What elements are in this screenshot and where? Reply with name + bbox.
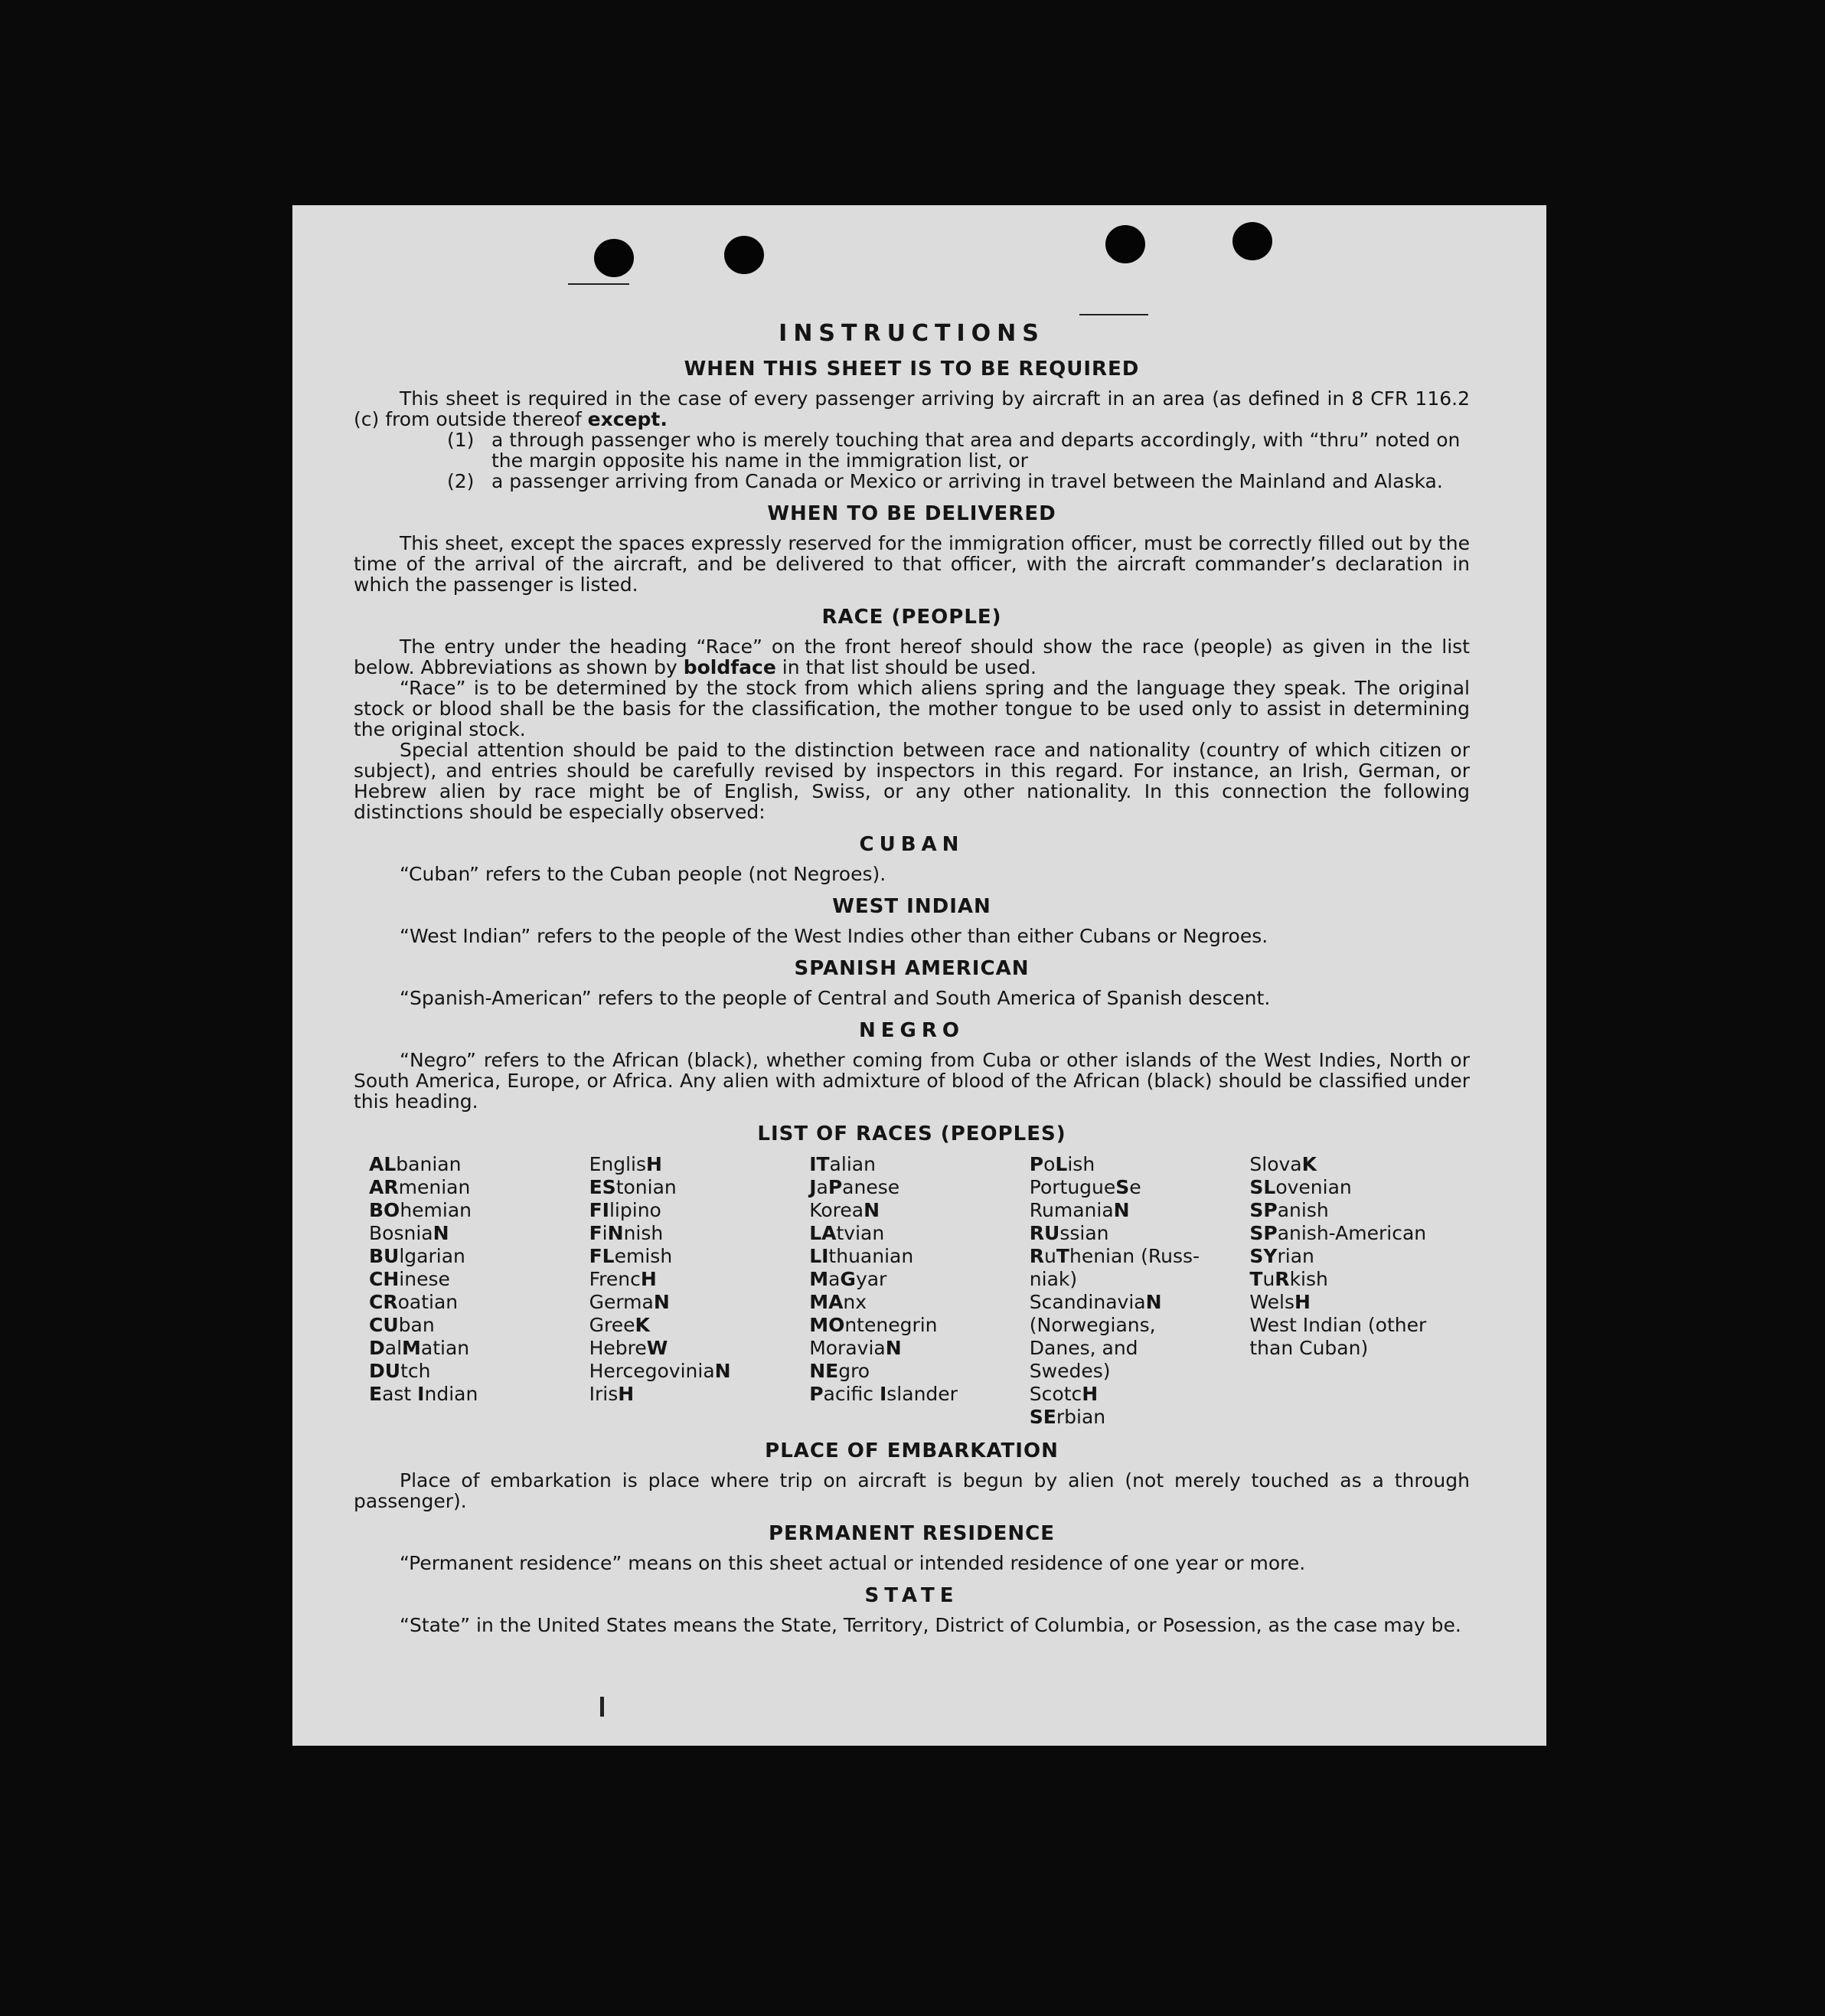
race-text: anish (1277, 1199, 1329, 1221)
race-abbrev: CR (369, 1291, 398, 1313)
instruction-sheet (292, 205, 1546, 1746)
race-text: Gree (589, 1314, 635, 1336)
race-abbrev: H (640, 1268, 657, 1290)
race-entry (809, 1291, 1030, 1314)
race-entry (809, 1176, 1030, 1199)
race-entry (809, 1153, 1030, 1176)
paragraph: “Spanish-American” refers to the people of Central and South America of Spanish descent. (400, 987, 1271, 1009)
race-abbrev: FL (589, 1245, 615, 1267)
race-column (1249, 1153, 1470, 1429)
race-abbrev: LA (809, 1222, 837, 1244)
race-abbrev: N (653, 1291, 670, 1313)
race-text: (Norwegians, Danes, and Swedes) (1029, 1314, 1156, 1382)
race-abbrev: N (433, 1222, 449, 1244)
race-entry (1030, 1383, 1250, 1406)
paragraph: This sheet is required in the case of every passenger arriving by aircraft in an area (as defined in 8 CFR 116.2 (c) from outside thereof except. (354, 387, 1470, 430)
paragraph: This sheet, except the spaces expressly reserved for the immigration officer, must be correctly filled out by the time of the arrival of the aircraft, and be delivered to that officer, with the aircraft commander’s declaration in which the passenger is listed. (354, 532, 1470, 596)
race-text: ntenegrin (844, 1314, 938, 1336)
race-entry (589, 1153, 810, 1176)
race-abbrev: N (1113, 1199, 1130, 1221)
race-text: kish (1289, 1268, 1328, 1290)
page-title: INSTRUCTIONS (779, 320, 1045, 347)
race-text: ban (398, 1314, 435, 1336)
race-text: anish-American (1277, 1222, 1427, 1244)
race-abbrev: DU (369, 1360, 401, 1382)
race-abbrev: BU (369, 1245, 400, 1267)
race-entry (809, 1268, 1030, 1291)
race-abbrev: H (646, 1153, 662, 1175)
race-entry (369, 1291, 589, 1314)
race-entry (1249, 1153, 1470, 1176)
race-abbrev: G (840, 1268, 856, 1290)
race-abbrev: N (885, 1337, 902, 1359)
race-abbrev: P (1029, 1153, 1044, 1175)
race-text: u (1262, 1268, 1275, 1290)
punch-hole (724, 236, 764, 274)
paragraph: The entry under the heading “Race” on the front hereof should show the race (people) as given in the list below. Abbreviations as shown by boldface in that list should be used. (354, 636, 1470, 678)
race-entry (1249, 1176, 1470, 1199)
race-text: Englis (589, 1153, 647, 1175)
race-entry (1249, 1222, 1470, 1245)
race-abbrev: IT (809, 1153, 830, 1175)
race-text: yar (855, 1268, 887, 1290)
race-entry (1030, 1245, 1250, 1291)
race-text: tvian (836, 1222, 885, 1244)
race-text: al (384, 1337, 403, 1359)
race-entry (589, 1176, 810, 1199)
race-entry (369, 1314, 589, 1337)
race-abbrev: W (646, 1337, 668, 1359)
race-entry (369, 1383, 589, 1406)
race-text: thuanian (828, 1245, 914, 1267)
race-abbrev: M (402, 1337, 421, 1359)
paragraph: “Permanent residence” means on this sheet actual or intended residence of one year or more. (400, 1552, 1306, 1574)
race-abbrev: RU (1029, 1222, 1060, 1244)
race-entry (1030, 1406, 1250, 1429)
race-entry (369, 1176, 589, 1199)
paragraph: “West Indian” refers to the people of the West Indies other than either Cubans or Negroes. (400, 925, 1268, 947)
race-abbrev: J (809, 1176, 817, 1198)
race-entry (1030, 1176, 1250, 1199)
race-text: Bosnia (369, 1222, 433, 1244)
race-abbrev: LI (809, 1245, 829, 1267)
race-text: oatian (397, 1291, 459, 1313)
race-entry (589, 1360, 810, 1383)
race-abbrev: N (1145, 1291, 1162, 1313)
paragraph: Place of embarkation is place where trip on aircraft is begun by alien (not merely touched as a through passenger). (354, 1469, 1470, 1512)
race-entry (369, 1268, 589, 1291)
race-text: Portugue (1029, 1176, 1116, 1198)
race-entry (369, 1360, 589, 1383)
race-text: Scotc (1029, 1383, 1082, 1405)
race-text: u (1044, 1245, 1056, 1267)
list-item: (1) a through passenger who is merely touching that area and departs accordingly, with “thru” noted on the margin opposite his name in the immigration list, or (447, 429, 1461, 472)
section-heading: PLACE OF EMBARKATION (765, 1439, 1059, 1462)
race-entry (369, 1222, 589, 1245)
paragraph: “Negro” refers to the African (black), whether coming from Cuba or other islands of the West Indies, North or South America, Europe, or Africa. Any alien with admixture of blood of the African (black) should be classified under this heading. (354, 1049, 1470, 1113)
punch-hole (1232, 222, 1272, 260)
race-entry (589, 1199, 810, 1222)
race-abbrev: L (1055, 1153, 1068, 1175)
race-abbrev: I (417, 1383, 425, 1405)
race-entry (1030, 1153, 1250, 1176)
race-entry (809, 1199, 1030, 1222)
race-text: ndian (424, 1383, 478, 1405)
race-text: ssian (1059, 1222, 1109, 1244)
race-abbrev: ES (589, 1176, 616, 1198)
list-item: (2) a passenger arriving from Canada or Mexico or arriving in travel between the Mainland and Alaska. (447, 470, 1443, 492)
race-entry (589, 1314, 810, 1337)
race-entry (1030, 1222, 1250, 1245)
race-entry (369, 1245, 589, 1268)
race-abbrev: FI (589, 1199, 609, 1221)
race-text: Hercegovinia (589, 1360, 715, 1382)
punch-hole (594, 239, 634, 277)
race-abbrev: K (1301, 1153, 1317, 1175)
race-entry (1030, 1291, 1250, 1383)
race-abbrev: D (369, 1337, 385, 1359)
race-abbrev: H (618, 1383, 635, 1405)
race-text: atian (420, 1337, 470, 1359)
race-abbrev: CH (369, 1268, 400, 1290)
race-text: Scandinavia (1029, 1291, 1146, 1313)
section-heading: NEGRO (859, 1019, 965, 1042)
race-abbrev: N (714, 1360, 731, 1382)
race-abbrev: CU (369, 1314, 399, 1336)
race-entry (589, 1383, 810, 1406)
race-column (809, 1153, 1030, 1429)
section-heading: SPANISH AMERICAN (794, 957, 1030, 980)
race-text: ast (382, 1383, 418, 1405)
race-abbrev: MO (809, 1314, 845, 1336)
race-abbrev: SE (1029, 1406, 1056, 1428)
section-heading: STATE (864, 1584, 959, 1607)
race-entry (809, 1314, 1030, 1337)
paragraph: Special attention should be paid to the distinction between race and nationality (country of which citizen or subject), and entries should be carefully revised by inspectors in this regard. For instance, an Irish, German, or Hebrew alien by race might be of English, Swiss, or any other nationality. In this connection the following distinctions should be especially observed: (354, 739, 1470, 823)
race-entry (589, 1291, 810, 1314)
race-text: o (1043, 1153, 1056, 1175)
race-entry (1249, 1199, 1470, 1222)
race-text: e (1129, 1176, 1141, 1198)
race-text: tch (400, 1360, 431, 1382)
race-abbrev: AR (369, 1176, 399, 1198)
race-abbrev: I (879, 1383, 887, 1405)
race-entry (809, 1383, 1030, 1406)
race-abbrev: P (828, 1176, 843, 1198)
race-text: Hebre (589, 1337, 647, 1359)
race-entry (589, 1268, 810, 1291)
race-text: slander (886, 1383, 958, 1405)
race-text: lipino (609, 1199, 661, 1221)
race-abbrev: K (635, 1314, 650, 1336)
race-entry (589, 1222, 810, 1245)
section-heading: WEST INDIAN (832, 895, 991, 918)
race-abbrev: SP (1249, 1199, 1278, 1221)
race-abbrev: NE (809, 1360, 839, 1382)
race-entry (1249, 1268, 1470, 1291)
race-text: lgarian (399, 1245, 465, 1267)
race-text: Iris (589, 1383, 619, 1405)
race-entry (589, 1337, 810, 1360)
race-abbrev: F (589, 1222, 602, 1244)
paragraph: “State” in the United States means the State, Territory, District of Columbia, or Posession, as the case may be. (400, 1614, 1461, 1636)
section-heading: LIST OF RACES (PEOPLES) (757, 1122, 1066, 1145)
race-text: inese (399, 1268, 450, 1290)
race-text: West Indian (other than Cuban) (1249, 1314, 1427, 1359)
race-abbrev: T (1249, 1268, 1263, 1290)
section-heading: WHEN THIS SHEET IS TO BE REQUIRED (684, 358, 1140, 381)
ink-speck (568, 283, 629, 285)
race-text: anese (842, 1176, 900, 1198)
race-entry (369, 1199, 589, 1222)
race-text: Korea (809, 1199, 864, 1221)
race-entry (809, 1222, 1030, 1245)
ink-speck (1079, 314, 1148, 315)
race-abbrev: R (1275, 1268, 1290, 1290)
race-entry (1030, 1199, 1250, 1222)
paragraph: “Race” is to be determined by the stock from which aliens spring and the language they speak. The original stock or blood shall be the basis for the classification, the mother tongue to be used only to assist in determining the original stock. (354, 677, 1470, 740)
race-abbrev: N (864, 1199, 880, 1221)
section-heading: RACE (PEOPLE) (821, 606, 1002, 629)
race-text: Wels (1249, 1291, 1294, 1313)
race-text: ovenian (1275, 1176, 1352, 1198)
race-text: henian (Russ- niak) (1029, 1245, 1200, 1290)
race-text: nish (623, 1222, 664, 1244)
race-text: rian (1277, 1245, 1314, 1267)
race-text: i (602, 1222, 608, 1244)
race-entry (369, 1337, 589, 1360)
race-text: banian (396, 1153, 462, 1175)
race-entry (1249, 1291, 1470, 1314)
race-abbrev: H (1082, 1383, 1099, 1405)
race-entry (1249, 1245, 1470, 1268)
race-abbrev: R (1029, 1245, 1045, 1267)
race-entry (369, 1153, 589, 1176)
race-entry (1249, 1314, 1470, 1360)
race-column (369, 1153, 589, 1429)
race-abbrev: SL (1249, 1176, 1276, 1198)
section-heading: CUBAN (859, 833, 965, 856)
race-abbrev: BO (369, 1199, 400, 1221)
race-text: gro (838, 1360, 870, 1382)
race-abbrev: E (369, 1383, 383, 1405)
race-text: Germa (589, 1291, 654, 1313)
race-text: emish (614, 1245, 673, 1267)
race-list (369, 1153, 1470, 1429)
race-text: menian (398, 1176, 471, 1198)
race-entry (809, 1245, 1030, 1268)
section-heading: WHEN TO BE DELIVERED (767, 502, 1056, 525)
race-entry (809, 1360, 1030, 1383)
race-text: tonian (615, 1176, 677, 1198)
race-text: acific (823, 1383, 880, 1405)
race-text: Slova (1249, 1153, 1302, 1175)
race-text: Rumania (1029, 1199, 1114, 1221)
race-text: alian (829, 1153, 876, 1175)
race-abbrev: P (809, 1383, 824, 1405)
race-abbrev: T (1056, 1245, 1069, 1267)
race-abbrev: SY (1249, 1245, 1278, 1267)
section-heading: PERMANENT RESIDENCE (768, 1522, 1056, 1545)
race-text: rbian (1056, 1406, 1106, 1428)
race-column (589, 1153, 810, 1429)
punch-hole (1105, 225, 1145, 263)
race-text: a (828, 1268, 841, 1290)
race-entry (589, 1245, 810, 1268)
race-text: ish (1067, 1153, 1095, 1175)
race-abbrev: M (809, 1268, 829, 1290)
race-text: a (816, 1176, 828, 1198)
paragraph: “Cuban” refers to the Cuban people (not Negroes). (400, 863, 886, 885)
race-column (1030, 1153, 1250, 1429)
race-abbrev: S (1115, 1176, 1130, 1198)
ink-speck (600, 1697, 604, 1717)
race-text: hemian (400, 1199, 472, 1221)
race-abbrev: AL (369, 1153, 397, 1175)
race-text: nx (843, 1291, 867, 1313)
race-text: Frenc (589, 1268, 641, 1290)
race-abbrev: MA (809, 1291, 844, 1313)
race-abbrev: SP (1249, 1222, 1278, 1244)
race-text: Moravia (809, 1337, 886, 1359)
race-abbrev: H (1294, 1291, 1311, 1313)
race-entry (809, 1337, 1030, 1360)
race-abbrev: N (607, 1222, 624, 1244)
